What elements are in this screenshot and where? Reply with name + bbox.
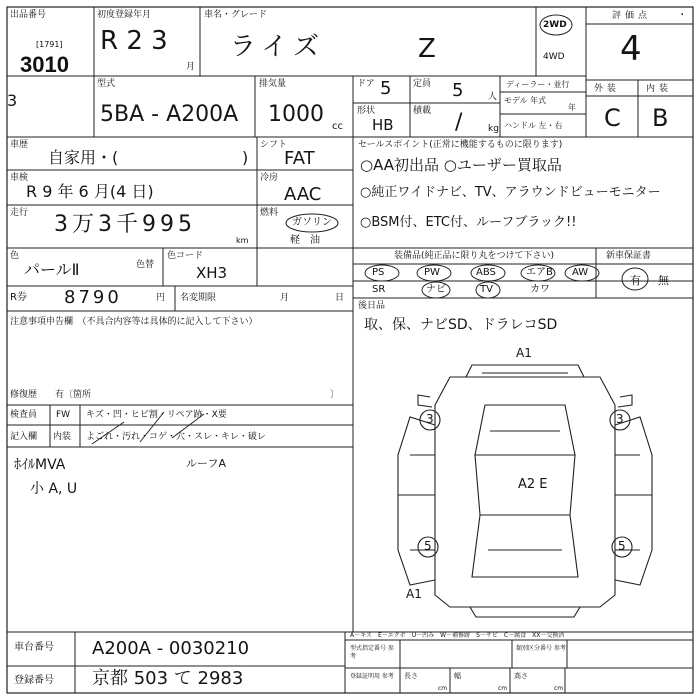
shift-value: FAT [284, 148, 315, 169]
model-year-label: モデル 年式 [504, 96, 547, 105]
first-reg-value: R 2 3 [100, 26, 168, 56]
int-label: 内装 [646, 84, 673, 94]
handle-label: ハンドル 左・右 [504, 121, 563, 130]
grade-eval-tick: . [680, 3, 685, 19]
repair-close: 〕 [330, 390, 340, 400]
box-cat-label: 類別区分番号 参考 [516, 645, 566, 652]
grade-value: Z [418, 34, 436, 64]
int-value: B [652, 104, 669, 132]
fuel-value: ガソリン [292, 217, 332, 228]
new-warranty-label: 新車保証書 [606, 251, 652, 261]
inspector-label: 検査員 [10, 410, 38, 420]
drive-2wd: 2WD [543, 20, 567, 30]
type-value: 5BA - A200A [100, 102, 239, 127]
equip-label: 装備品(純正品に限り丸をつけて下さい) [394, 251, 555, 261]
load-label: 積載 [413, 106, 432, 116]
capacity-value: 5 [452, 80, 464, 101]
mark-rr: 5 [618, 539, 626, 553]
box-cm-1: cm [438, 685, 448, 692]
history-value: 自家用・( [48, 148, 119, 167]
box-cm-3: cm [554, 685, 564, 692]
disp-label: 排気量 [259, 79, 287, 89]
box-wid: 幅 [454, 672, 461, 680]
color-change-label: 色替 [136, 260, 155, 270]
box-cm-2: cm [498, 685, 508, 692]
mark-center: A2 E [518, 477, 548, 492]
name-change-day: 日 [335, 293, 345, 303]
box-len: 長さ [404, 672, 418, 680]
capacity-label: 定員 [413, 79, 432, 89]
entry-label: 記入欄 [10, 432, 38, 442]
box-mark-label: 型式指定番号 参考 [350, 645, 394, 660]
recycle-value: 8790 [64, 287, 122, 308]
load-value: / [455, 110, 463, 135]
mark-fl: 3 [426, 412, 434, 426]
lot-label: 出品番号 [10, 10, 47, 20]
ac-value: AAC [284, 184, 322, 205]
mark-rear: A1 [406, 587, 422, 601]
lot-number: 3010 [20, 52, 69, 77]
interior-label: 内装 [53, 432, 72, 442]
sales-line-3: ○BSM付、ETC付、ルーフブラック!! [360, 215, 577, 230]
shift-label: シフト [260, 140, 288, 150]
mark-rl: 5 [424, 539, 432, 553]
entry-scribbles [84, 408, 214, 448]
equip-sr: SR [372, 284, 386, 295]
doors-label: ドア [357, 79, 375, 89]
mileage-value: 3万3千995 [54, 212, 196, 237]
color-value: パールⅡ [24, 260, 80, 279]
equip-circles [362, 262, 612, 300]
name-change-label: 名変期限 [180, 293, 217, 303]
legend: A－キズ E－エクボ U－凹み W－補修跡 S－サビ C－腐食 XX－交換済 [350, 632, 565, 639]
shape-label: 形状 [357, 106, 376, 116]
equip-leather: カワ [530, 284, 550, 295]
rear-label: 後日品 [358, 301, 386, 311]
sales-line-1: ○AA初出品 ○ユーザー買取品 [360, 156, 562, 174]
equip-pw: PW [424, 267, 440, 278]
plate-label: 登録番号 [14, 675, 54, 686]
lot-sub: [1791] [36, 40, 63, 49]
type-label: 型式 [97, 79, 116, 89]
color-label: 色 [10, 251, 20, 261]
drive-4wd: 4WD [543, 52, 565, 62]
equip-navi: ナビ [426, 284, 446, 295]
ext-label: 外装 [594, 84, 621, 94]
hw-notes-1: ﾎｲﾙMVA [14, 457, 66, 473]
notes-label: 注意事項申告欄 （不具合内容等は具体的に記入して下さい） [10, 317, 258, 327]
equip-ps: PS [372, 267, 385, 278]
mark-front: A1 [516, 346, 532, 360]
lot-tick: 3 [7, 91, 18, 110]
doors-value: 5 [380, 78, 392, 99]
disp-unit: cc [332, 121, 343, 132]
capacity-unit: 人 [488, 92, 498, 102]
load-unit: kg [488, 124, 499, 134]
plate-value: 京都 503 て 2983 [92, 668, 244, 689]
ac-label: 冷房 [260, 173, 279, 183]
equip-abs: ABS [476, 267, 496, 278]
recycle-label: R券 [10, 292, 27, 303]
first-reg-label: 初度登録年月 [97, 10, 152, 20]
grade-eval-label: 評価点 [612, 11, 652, 21]
color-code-value: XH3 [196, 264, 228, 282]
color-code-label: 色コード [167, 251, 204, 261]
ext-value: C [604, 104, 621, 132]
month-unit: 月 [186, 62, 196, 72]
warranty-yes: 有 [630, 274, 641, 287]
fuel-label: 燃料 [260, 208, 279, 218]
inspect-value: R 9 年 6 月(4 日) [26, 182, 154, 201]
dealer-label: ディーラー・並行 [506, 80, 570, 89]
history-label: 車歴 [10, 140, 29, 150]
chassis-value: A200A - 0030210 [92, 638, 250, 659]
sales-label: セールスポイント(正常に機能するものに限ります) [358, 140, 563, 150]
shape-value: HB [372, 116, 394, 134]
model-year-unit: 年 [568, 103, 576, 112]
fw-items: キズ・凹・ヒビ割・リペア跡・X要 [86, 410, 227, 420]
model-label: 車名・グレード [204, 10, 268, 20]
fw-label: FW [56, 410, 71, 420]
sales-line-2: ○純正ワイドナビ、TV、アラウンドビューモニター [360, 185, 661, 200]
equip-airbag: エアB [526, 267, 553, 278]
inspect-label: 車検 [10, 173, 29, 183]
box-cert-label: 登録証明用 参考 [350, 673, 394, 680]
chassis-label: 車台番号 [14, 642, 54, 653]
rear-value: 取、保、ナビSD、ドラレコSD [364, 317, 558, 333]
repair-label: 修復歴 有〔箇所 [10, 390, 92, 400]
hw-notes-3: ルーフA [186, 457, 226, 470]
grade-eval-value: 4 [620, 29, 642, 69]
box-hgt: 高さ [514, 672, 528, 680]
history-close: ) [242, 148, 249, 167]
mark-fr: 3 [616, 412, 624, 426]
disp-value: 1000 [268, 102, 324, 127]
recycle-unit: 円 [156, 293, 166, 303]
hw-notes-2: 小 A, U [30, 481, 78, 497]
interior-items: よごれ・汚れ・コゲ・穴・スレ・キレ・破レ [86, 432, 266, 442]
fuel-diesel: 軽 油 [290, 235, 320, 246]
equip-aw: AW [572, 267, 589, 278]
mileage-label: 走行 [10, 208, 29, 218]
name-change-month: 月 [280, 293, 290, 303]
warranty-no: 無 [658, 274, 669, 287]
model-value: ライズ [230, 32, 325, 62]
mileage-unit: km [236, 236, 249, 245]
equip-tv: TV [480, 284, 493, 295]
fuel-circle [284, 212, 344, 234]
